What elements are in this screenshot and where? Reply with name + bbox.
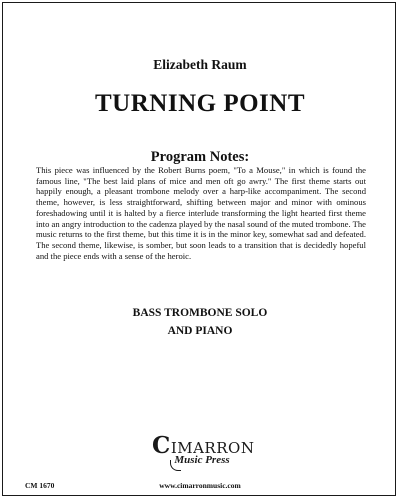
instrumentation [0, 304, 400, 340]
publisher-logo-subtitle: Music Press [174, 454, 230, 466]
publisher-website: www.cimarronmusic.com [159, 481, 241, 490]
catalog-number: CM 1670 [25, 481, 55, 490]
instrumentation-line-1: BASS TROMBONE SOLO [132, 307, 268, 319]
piece-title: TURNING POINT [95, 90, 305, 117]
publisher-logo-initial: C [152, 432, 171, 459]
program-notes-heading: Program Notes: [150, 149, 250, 165]
program-notes-body: This piece was influenced by the Robert Burns poem, "To a Mouse," in which is found the famous line, "The best laid plans of mice and men oft go awry." The first theme starts out happily enough, a pleasant trombone melody over a harp-like accompaniment. The second theme, however, is less straightforward, shifting between major and minor with ominous foreshadowing until it is halted by a fierce interlude transforming the light hearted first theme into an angry introduction to the cadenza played by the nasal sound of the muted trombone. The music returns to the first theme, but this time it is in the minor key, somewhat sad and defeated. The second theme, likewise, is somber, but soon leads to a transition that is decidedly hopeful and the piece ends with a sense of the heroic. [36, 165, 366, 261]
publisher-logo-rest: IMARRON [170, 439, 255, 457]
publisher-logo [152, 432, 255, 478]
composer-name: Elizabeth Raum [153, 57, 247, 72]
instrumentation-line-2: AND PIANO [167, 325, 233, 337]
